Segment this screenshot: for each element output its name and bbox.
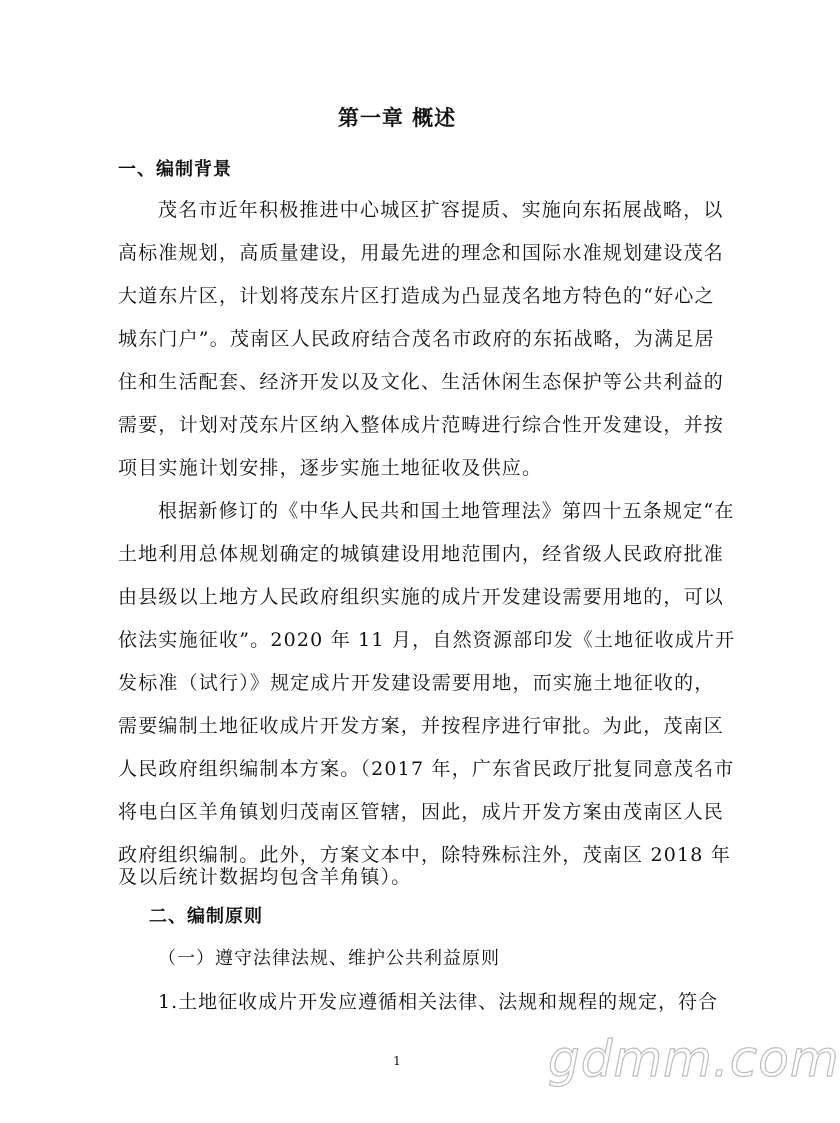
numbered-item: 1.土地征收成片开发应遵循相关法律、法规和规程的规定，符合 — [158, 991, 719, 1013]
paragraph-line: 高标准规划，高质量建设，用最先进的理念和国际水准规划建设茂名 — [118, 242, 725, 264]
paragraph-line: 政府组织编制。此外，方案文本中，除特殊标注外，茂南区 2018 年 — [118, 844, 732, 866]
watermark-logo: gdmm.com — [548, 1030, 840, 1088]
paragraph-line: 住和生活配套、经济开发以及文化、生活休闲生态保护等公共利益的 — [118, 371, 725, 393]
paragraph-line: 人民政府组织编制本方案。（2017 年，广东省民政厅批复同意茂名市 — [118, 758, 735, 780]
paragraph-line: 根据新修订的《中华人民共和国土地管理法》第四十五条规定“在 — [158, 500, 735, 522]
paragraph-line: 项目实施计划安排，逐步实施土地征收及供应。 — [118, 457, 543, 479]
section-heading-background: 一、编制背景 — [118, 159, 232, 180]
paragraph-line: 需要，计划对茂东片区纳入整体成片范畴进行综合性开发建设，并按 — [118, 414, 725, 436]
paragraph-line: 茂名市近年积极推进中心城区扩容提质、实施向东拓展战略，以 — [158, 199, 724, 221]
section-heading-principles: 二、编制原则 — [149, 906, 263, 927]
paragraph-line: 将电白区羊角镇划归茂南区管辖，因此，成片开发方案由茂南区人民 — [118, 801, 725, 823]
paragraph-line: 由县级以上地方人民政府组织实施的成片开发建设需要用地的，可以 — [118, 586, 725, 608]
paragraph-line: 依法实施征收”。2020 年 11 月，自然资源部印发《土地征收成片开 — [118, 629, 736, 651]
paragraph-line: 及以后统计数据均包含羊角镇）。 — [118, 866, 412, 888]
page-number: 1 — [393, 1054, 401, 1068]
paragraph-line: 需要编制土地征收成片开发方案，并按程序进行审批。为此，茂南区 — [118, 715, 725, 737]
subsection-heading: （一）遵守法律法规、维护公共利益原则 — [158, 948, 500, 969]
paragraph-line: 大道东片区，计划将茂东片区打造成为凸显茂名地方特色的“好心之 — [118, 285, 715, 307]
chapter-title: 第一章 概述 — [337, 106, 457, 130]
paragraph-line: 发标准（试行）》规定成片开发建设需要用地，而实施土地征收的， — [118, 672, 715, 694]
paragraph-line: 城东门户”。茂南区人民政府结合茂名市政府的东拓战略，为满足居 — [118, 328, 715, 350]
paragraph-line: 土地利用总体规划确定的城镇建设用地范围内，经省级人民政府批准 — [118, 543, 725, 565]
